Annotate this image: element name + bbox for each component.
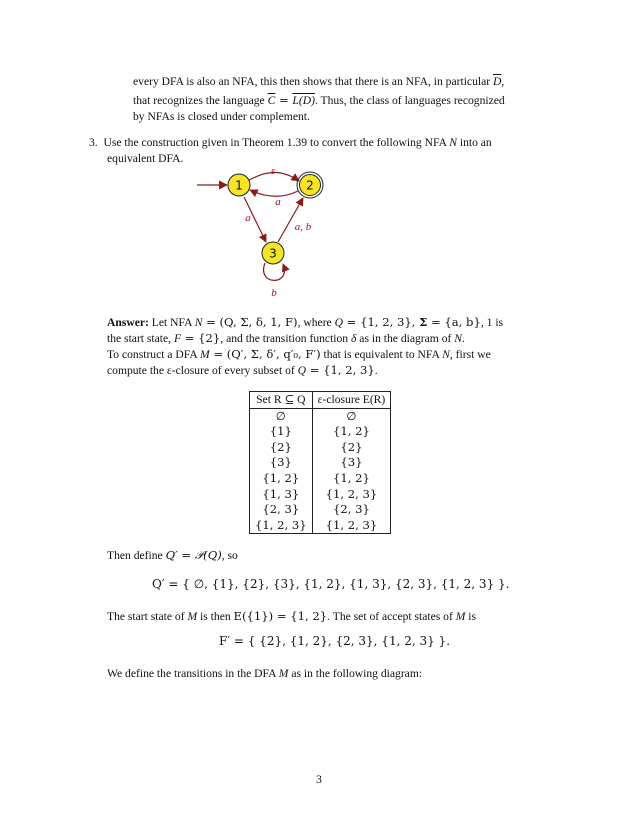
text: is then xyxy=(197,610,234,623)
var: N xyxy=(454,332,463,345)
answer-line-2 xyxy=(107,331,465,346)
var: M xyxy=(187,610,198,623)
text: To construct a DFA xyxy=(107,348,200,361)
d-complement: $\overline{D}$ xyxy=(493,75,502,88)
text: . xyxy=(462,332,465,345)
cell: {1, 2} xyxy=(312,424,391,440)
c-complement: $\overline{C}$ xyxy=(267,94,276,107)
text: , 1 is xyxy=(480,316,504,329)
cell: {1, 2, 3} xyxy=(312,518,391,534)
label-a-back: a xyxy=(275,196,281,208)
answer-heading: Answer: xyxy=(107,316,149,329)
math: = (Q, Σ, δ, 1, F) xyxy=(202,315,298,329)
f-prime-set: F′ = { {2}, {1, 2}, {2, 3}, {1, 2, 3} }. xyxy=(219,634,451,648)
problem-line-2 xyxy=(107,151,183,166)
table-row xyxy=(250,424,391,440)
para-line-3 xyxy=(133,109,310,124)
header-closure: ε-closure E(R) xyxy=(312,392,391,409)
label-a-1-3: a xyxy=(245,212,251,224)
text: The start state of xyxy=(107,610,188,623)
table-row xyxy=(250,408,391,424)
cell: {1, 2, 3} xyxy=(312,487,391,503)
text: as in the diagram of xyxy=(356,332,455,345)
table-row xyxy=(250,440,391,456)
text: as in the following diagram: xyxy=(288,667,423,680)
edge-b-loop-3 xyxy=(264,263,285,280)
cell: {1} xyxy=(250,424,313,440)
text: by NFAs is closed under complement. xyxy=(133,110,310,123)
edge-a-2-1 xyxy=(250,190,298,196)
var: δ xyxy=(351,332,357,345)
header-set: Set R ⊆ Q xyxy=(250,392,313,409)
var: Q xyxy=(297,364,307,377)
var: M xyxy=(278,667,289,680)
text: Use the construction given in Theorem 1.39 to convert the following NFA xyxy=(103,136,450,149)
table-row xyxy=(250,471,391,487)
problem-line-1 xyxy=(89,135,492,150)
var: M xyxy=(200,348,210,361)
page-number: 3 xyxy=(316,773,322,786)
math: = {1, 2, 3} xyxy=(306,363,375,377)
text: is xyxy=(465,610,477,623)
var-n: N xyxy=(449,136,457,149)
label-b-loop: b xyxy=(271,287,277,299)
answer-line-4 xyxy=(107,363,378,378)
edge-ab-3-2 xyxy=(278,198,303,242)
start-state-line xyxy=(107,609,476,624)
text: that is equivalent to NFA xyxy=(320,348,443,361)
transitions-line xyxy=(107,666,422,681)
text: = xyxy=(275,93,293,107)
text: Then define xyxy=(107,549,166,562)
text: every DFA is also an NFA, this then shows that there is an NFA, in particular xyxy=(133,75,493,88)
label-ab-3-2: a, b xyxy=(294,221,312,233)
math: = {1, 2, 3}, xyxy=(342,315,420,329)
text: the start state, xyxy=(107,332,174,345)
cell: ∅ xyxy=(250,408,313,424)
cell: {3} xyxy=(250,455,313,471)
text: We define the transitions in the DFA xyxy=(107,667,279,680)
nfa-diagram xyxy=(192,164,342,304)
text: into an xyxy=(456,136,492,149)
state-2-label: 2 xyxy=(306,178,314,193)
para-line-2 xyxy=(133,93,505,108)
text: . Thus, the class of languages recognized xyxy=(314,94,505,107)
var: N xyxy=(442,348,450,361)
var: F xyxy=(173,332,182,345)
text: , and the transition function xyxy=(220,332,352,345)
cell: {2} xyxy=(312,440,391,456)
text: equivalent DFA. xyxy=(107,152,184,165)
label-eps: ε xyxy=(270,165,276,177)
problem-number: 3. xyxy=(89,136,98,149)
table-row xyxy=(250,455,391,471)
math: E({1}) = {1, 2} xyxy=(233,609,328,623)
table-row xyxy=(250,487,391,503)
cell: {1, 2} xyxy=(250,471,313,487)
var: N xyxy=(194,316,203,329)
math: = {2} xyxy=(181,331,221,345)
math: = (Q′, Σ, δ′, q′₀, F′) xyxy=(209,347,321,361)
text: . The set of accept states of xyxy=(327,610,456,623)
text: , xyxy=(501,75,505,88)
cell: {3} xyxy=(312,455,391,471)
text: , where xyxy=(297,316,335,329)
state-3-label: 3 xyxy=(269,246,277,261)
answer-line-1 xyxy=(107,315,503,330)
table-header-row xyxy=(250,392,391,409)
text: Let NFA xyxy=(148,316,195,329)
para-line-1 xyxy=(133,74,504,89)
text: that recognizes the language xyxy=(133,94,268,107)
cell: {2} xyxy=(250,440,313,456)
cell: {1, 2, 3} xyxy=(250,518,313,534)
text: , first we xyxy=(449,348,491,361)
var: Q xyxy=(334,316,343,329)
cell: {2, 3} xyxy=(250,502,313,518)
q-prime-set: Q′ = { ∅, {1}, {2}, {3}, {1, 2}, {1, 3}, {2, 3}, {1, 2, 3} }. xyxy=(152,577,510,591)
l-of-d: L(D) xyxy=(292,94,315,107)
var: M xyxy=(455,610,466,623)
cell: {1, 3} xyxy=(250,487,313,503)
answer-line-3 xyxy=(107,347,491,362)
sigma: Σ xyxy=(419,315,428,329)
define-q-line xyxy=(107,548,238,563)
cell: {1, 2} xyxy=(312,471,391,487)
table-row xyxy=(250,518,391,534)
state-1-label: 1 xyxy=(235,178,243,193)
text: , so xyxy=(221,549,238,562)
cell: ∅ xyxy=(312,408,391,424)
cell: {2, 3} xyxy=(312,502,391,518)
math: = {a, b} xyxy=(427,315,481,329)
text: compute the ε-closure of every subset of xyxy=(107,364,298,377)
closure-table xyxy=(249,391,391,534)
text: . xyxy=(374,364,378,377)
table-row xyxy=(250,502,391,518)
math: Q′ = 𝒫(Q) xyxy=(165,548,222,562)
